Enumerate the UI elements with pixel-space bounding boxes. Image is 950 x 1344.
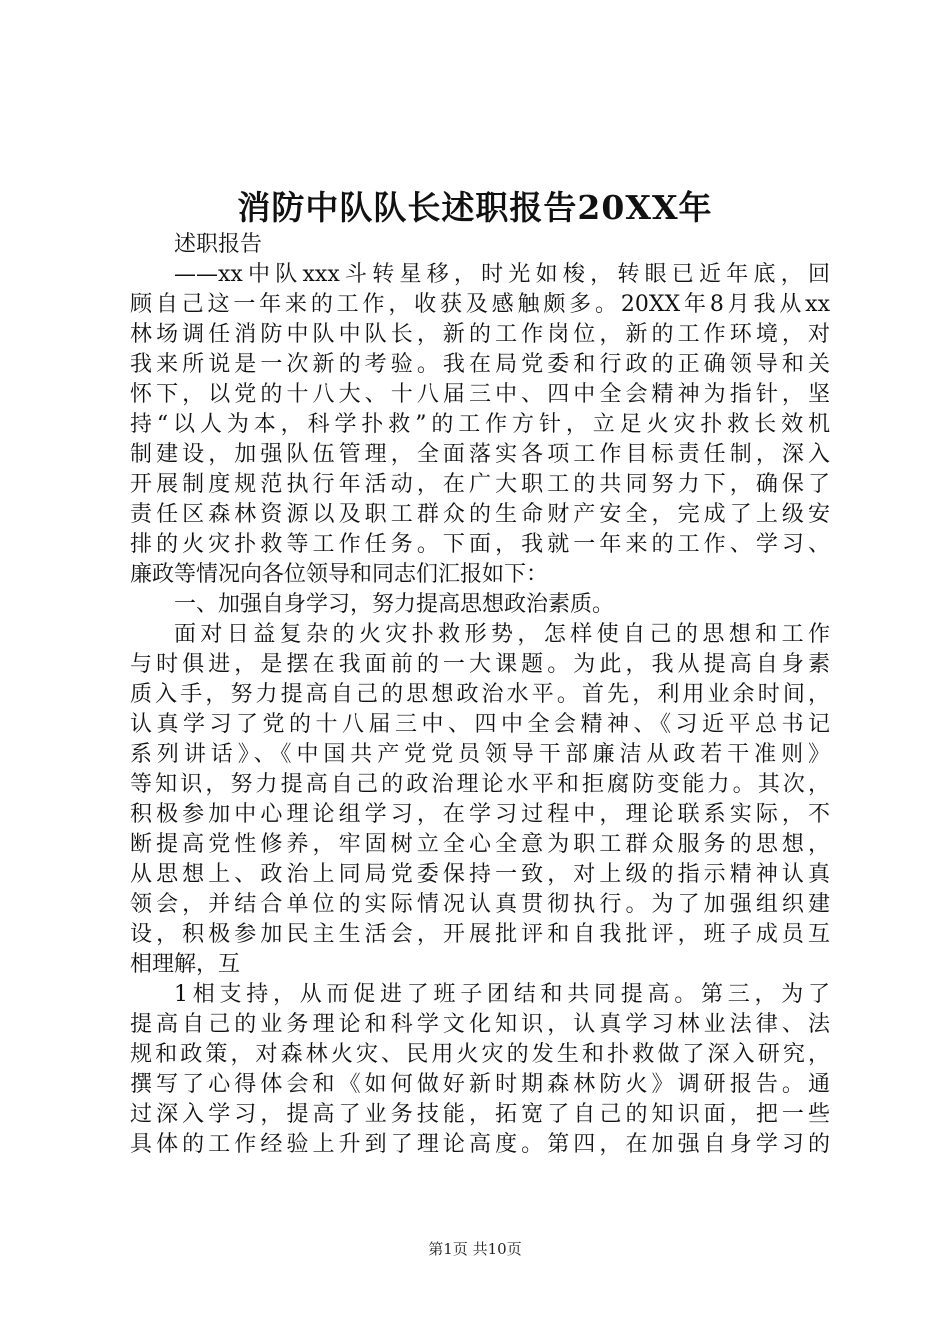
paragraph-line: ——xx中队xxx斗转星移，时光如梭，转眼已近年底，回 <box>174 262 830 287</box>
paragraph-line: 述职报告 <box>174 232 263 257</box>
paragraph-line: 断提高党性修养，牢固树立全心全意为职工群众服务的思想， <box>130 832 830 857</box>
paragraph-line: 我来所说是一次新的考验。我在局党委和行政的正确领导和关 <box>130 352 830 377</box>
paragraph-line: 1相支持，从而促进了班子团结和共同提高。第三，为了 <box>174 982 830 1007</box>
paragraph-line: 排的火灾扑救等工作任务。下面，我就一年来的工作、学习、 <box>130 532 830 557</box>
page-footer: 第1页 共10页 <box>428 1240 522 1258</box>
paragraph-line: 设，积极参加民主生活会，开展批评和自我批评，班子成员互 <box>130 922 830 947</box>
paragraph-line: 提高自己的业务理论和科学文化知识，认真学习林业法律、法 <box>130 1012 830 1037</box>
paragraph-line: 顾自己这一年来的工作，收获及感触颇多。20XX年8月我从xx <box>130 292 830 317</box>
section-heading-line: 一、加强自身学习，努力提高思想政治素质。 <box>174 592 615 617</box>
paragraph-line: 相理解，互 <box>130 952 241 977</box>
paragraph-line: 具体的工作经验上升到了理论高度。第四，在加强自身学习的 <box>130 1132 830 1157</box>
paragraph-line: 领会，并结合单位的实际情况认真贯彻执行。为了加强组织建 <box>130 892 830 917</box>
document-title: 消防中队队长述职报告20XX年 <box>237 188 713 227</box>
paragraph-line: 与时俱进，是摆在我面前的一大课题。为此，我从提高自身素 <box>130 652 830 677</box>
paragraph-line: 廉政等情况向各位领导和同志们汇报如下： <box>130 562 549 587</box>
document-body <box>130 230 830 1160</box>
paragraph-line: 从思想上、政治上同局党委保持一致，对上级的指示精神认真 <box>130 862 830 887</box>
paragraph-line: 面对日益复杂的火灾扑救形势，怎样使自己的思想和工作 <box>174 622 830 647</box>
paragraph-line: 开展制度规范执行年活动，在广大职工的共同努力下，确保了 <box>130 472 830 497</box>
paragraph-line: 制建设，加强队伍管理，全面落实各项工作目标责任制，深入 <box>130 442 830 467</box>
paragraph-line: 撰写了心得体会和《如何做好新时期森林防火》调研报告。通 <box>130 1072 830 1097</box>
paragraph-line: 系列讲话》、《中国共产党党员领导干部廉洁从政若干准则》 <box>130 742 830 767</box>
paragraph-line: 积极参加中心理论组学习，在学习过程中，理论联系实际，不 <box>130 802 830 827</box>
paragraph-line: 认真学习了党的十八届三中、四中全会精神、《习近平总书记 <box>130 712 830 737</box>
paragraph-line: 怀下，以党的十八大、十八届三中、四中全会精神为指针，坚 <box>130 382 830 407</box>
paragraph-line: 责任区森林资源以及职工群众的生命财产安全，完成了上级安 <box>130 502 830 527</box>
paragraph-line: 质入手，努力提高自己的思想政治水平。首先，利用业余时间， <box>130 682 830 707</box>
paragraph-line: 等知识，努力提高自己的政治理论水平和拒腐防变能力。其次， <box>130 772 830 797</box>
paragraph-line: 规和政策，对森林火灾、民用火灾的发生和扑救做了深入研究， <box>130 1042 830 1067</box>
paragraph-line: 持“以人为本，科学扑救”的工作方针，立足火灾扑救长效机 <box>130 412 830 437</box>
paragraph-line: 过深入学习，提高了业务技能，拓宽了自己的知识面，把一些 <box>130 1102 830 1127</box>
paragraph-line: 林场调任消防中队中队长，新的工作岗位，新的工作环境，对 <box>130 322 830 347</box>
